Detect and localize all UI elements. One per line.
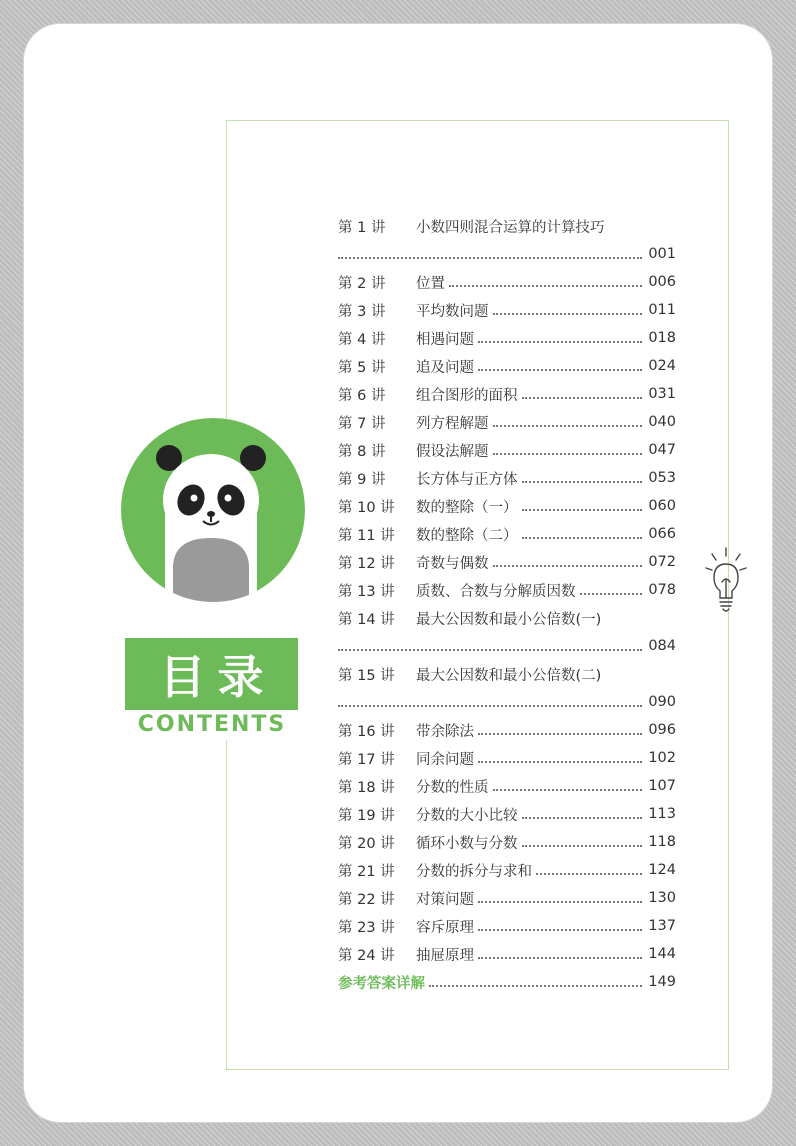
lecture-number: 第 21 讲 — [338, 863, 395, 880]
toc-row[interactable] — [338, 436, 676, 464]
lecture-title: 对策问题 — [416, 891, 474, 908]
lecture-title: 循环小数与分数 — [416, 835, 518, 852]
toc-row[interactable] — [338, 576, 676, 604]
lecture-title: 小数四则混合运算的计算技巧 — [416, 219, 605, 236]
lecture-title: 数的整除（二） — [416, 527, 518, 544]
dot-leader — [493, 411, 643, 427]
page-number: 047 — [648, 442, 676, 458]
page-number: 130 — [648, 890, 676, 906]
dot-leader — [478, 355, 642, 371]
lecture-number: 第 13 讲 — [338, 583, 395, 600]
page-number: 060 — [648, 498, 676, 514]
lecture-number: 第 12 讲 — [338, 555, 395, 572]
toc-row[interactable] — [338, 716, 676, 744]
panda-icon — [121, 418, 305, 602]
contents-title-cn: 目录 — [159, 650, 276, 704]
lecture-number: 第 22 讲 — [338, 891, 395, 908]
toc-row[interactable] — [338, 884, 676, 912]
lecture-title: 组合图形的面积 — [416, 387, 518, 404]
page-number: 084 — [648, 638, 676, 654]
lecture-number: 第 2 讲 — [338, 275, 386, 292]
lecture-title: 同余问题 — [416, 751, 474, 768]
table-of-contents — [338, 212, 676, 996]
lecture-title: 分数的拆分与求和 — [416, 863, 532, 880]
contents-title-box — [125, 638, 298, 710]
lecture-number: 第 8 讲 — [338, 443, 386, 460]
page-number: 006 — [648, 274, 676, 290]
lecture-title: 质数、合数与分解质因数 — [416, 583, 576, 600]
dot-leader — [522, 831, 643, 847]
lecture-title: 容斥原理 — [416, 919, 474, 936]
lecture-number: 第 15 讲 — [338, 667, 395, 684]
page-number: 018 — [648, 330, 676, 346]
lecture-number: 第 5 讲 — [338, 359, 386, 376]
lecture-title: 分数的性质 — [416, 779, 489, 796]
dot-leader — [478, 887, 642, 903]
page-number: 040 — [648, 414, 676, 430]
dot-leader — [522, 523, 643, 539]
page-number: 107 — [648, 778, 676, 794]
toc-row[interactable] — [338, 296, 676, 324]
dot-leader — [478, 915, 642, 931]
page-number: 102 — [648, 750, 676, 766]
toc-row[interactable] — [338, 800, 676, 828]
dot-leader — [522, 495, 643, 511]
lecture-title: 位置 — [416, 275, 445, 292]
dot-leader — [536, 859, 642, 875]
answers-title: 参考答案详解 — [338, 975, 425, 992]
lecture-number: 第 16 讲 — [338, 723, 395, 740]
lecture-number: 第 24 讲 — [338, 947, 395, 964]
page-number: 144 — [648, 946, 676, 962]
toc-row[interactable] — [338, 548, 676, 576]
lecture-number: 第 23 讲 — [338, 919, 395, 936]
lecture-title: 奇数与偶数 — [416, 555, 489, 572]
lecture-number: 第 7 讲 — [338, 415, 386, 432]
lecture-number: 第 14 讲 — [338, 611, 395, 628]
lecture-title: 最大公因数和最小公倍数(二) — [416, 667, 602, 684]
lecture-title: 分数的大小比较 — [416, 807, 518, 824]
lecture-title: 平均数问题 — [416, 303, 489, 320]
frame-divider-top — [226, 120, 227, 420]
toc-row-continuation — [338, 632, 676, 660]
lecture-title: 假设法解题 — [416, 443, 489, 460]
page-number: 137 — [648, 918, 676, 934]
toc-row[interactable] — [338, 268, 676, 296]
lecture-number: 第 3 讲 — [338, 303, 386, 320]
lecture-title: 相遇问题 — [416, 331, 474, 348]
toc-row[interactable] — [338, 828, 676, 856]
lecture-number: 第 4 讲 — [338, 331, 386, 348]
lecture-number: 第 10 讲 — [338, 499, 395, 516]
page-number: 124 — [648, 862, 676, 878]
dot-leader — [449, 271, 642, 287]
dot-leader — [338, 635, 642, 651]
lightbulb-icon — [704, 546, 748, 616]
page-number: 078 — [648, 582, 676, 598]
dot-leader — [522, 383, 643, 399]
toc-row-answers[interactable] — [338, 968, 676, 996]
page-number: 053 — [648, 470, 676, 486]
lecture-title: 最大公因数和最小公倍数(一) — [416, 611, 602, 628]
lecture-number: 第 19 讲 — [338, 807, 395, 824]
toc-row[interactable] — [338, 492, 676, 520]
lecture-number: 第 17 讲 — [338, 751, 395, 768]
toc-row[interactable] — [338, 380, 676, 408]
dot-leader — [429, 971, 642, 987]
contents-title-en: CONTENTS — [137, 712, 287, 737]
dot-leader — [478, 943, 642, 959]
book-page — [24, 24, 772, 1122]
toc-row-continuation — [338, 240, 676, 268]
toc-row[interactable] — [338, 464, 676, 492]
lecture-number: 第 1 讲 — [338, 219, 386, 236]
toc-row[interactable] — [338, 912, 676, 940]
page-number: 024 — [648, 358, 676, 374]
toc-row[interactable] — [338, 772, 676, 800]
page-number: 149 — [648, 974, 676, 990]
frame-divider-bottom — [226, 740, 227, 1069]
dot-leader — [580, 579, 643, 595]
dot-leader — [493, 551, 643, 567]
lecture-number: 第 18 讲 — [338, 779, 395, 796]
page-number: 001 — [648, 246, 676, 262]
lecture-number: 第 9 讲 — [338, 471, 386, 488]
toc-row[interactable] — [338, 324, 676, 352]
lecture-title: 列方程解题 — [416, 415, 489, 432]
toc-row[interactable] — [338, 352, 676, 380]
page-number: 090 — [648, 694, 676, 710]
page-number: 113 — [648, 806, 676, 822]
toc-row[interactable] — [338, 408, 676, 436]
dot-leader — [478, 747, 642, 763]
toc-row-continuation — [338, 688, 676, 716]
lecture-title: 带余除法 — [416, 723, 474, 740]
dot-leader — [478, 719, 642, 735]
page-number: 096 — [648, 722, 676, 738]
toc-row[interactable] — [338, 744, 676, 772]
toc-row[interactable] — [338, 856, 676, 884]
lecture-number: 第 6 讲 — [338, 387, 386, 404]
dot-leader — [522, 467, 643, 483]
lecture-number: 第 20 讲 — [338, 835, 395, 852]
dot-leader — [493, 439, 643, 455]
page-number: 072 — [648, 554, 676, 570]
dot-leader — [522, 803, 643, 819]
dot-leader — [338, 691, 642, 707]
page-number: 066 — [648, 526, 676, 542]
lecture-title: 长方体与正方体 — [416, 471, 518, 488]
lecture-title: 数的整除（一） — [416, 499, 518, 516]
toc-row[interactable] — [338, 520, 676, 548]
page-number: 118 — [648, 834, 676, 850]
page-number: 011 — [648, 302, 676, 318]
toc-row[interactable] — [338, 660, 676, 688]
toc-row[interactable] — [338, 940, 676, 968]
toc-row[interactable] — [338, 212, 676, 240]
page-number: 031 — [648, 386, 676, 402]
dot-leader — [493, 299, 643, 315]
lecture-number: 第 11 讲 — [338, 527, 395, 544]
lecture-title: 抽屉原理 — [416, 947, 474, 964]
dot-leader — [493, 775, 643, 791]
dot-leader — [338, 243, 642, 259]
dot-leader — [478, 327, 642, 343]
toc-row[interactable] — [338, 604, 676, 632]
lecture-title: 追及问题 — [416, 359, 474, 376]
